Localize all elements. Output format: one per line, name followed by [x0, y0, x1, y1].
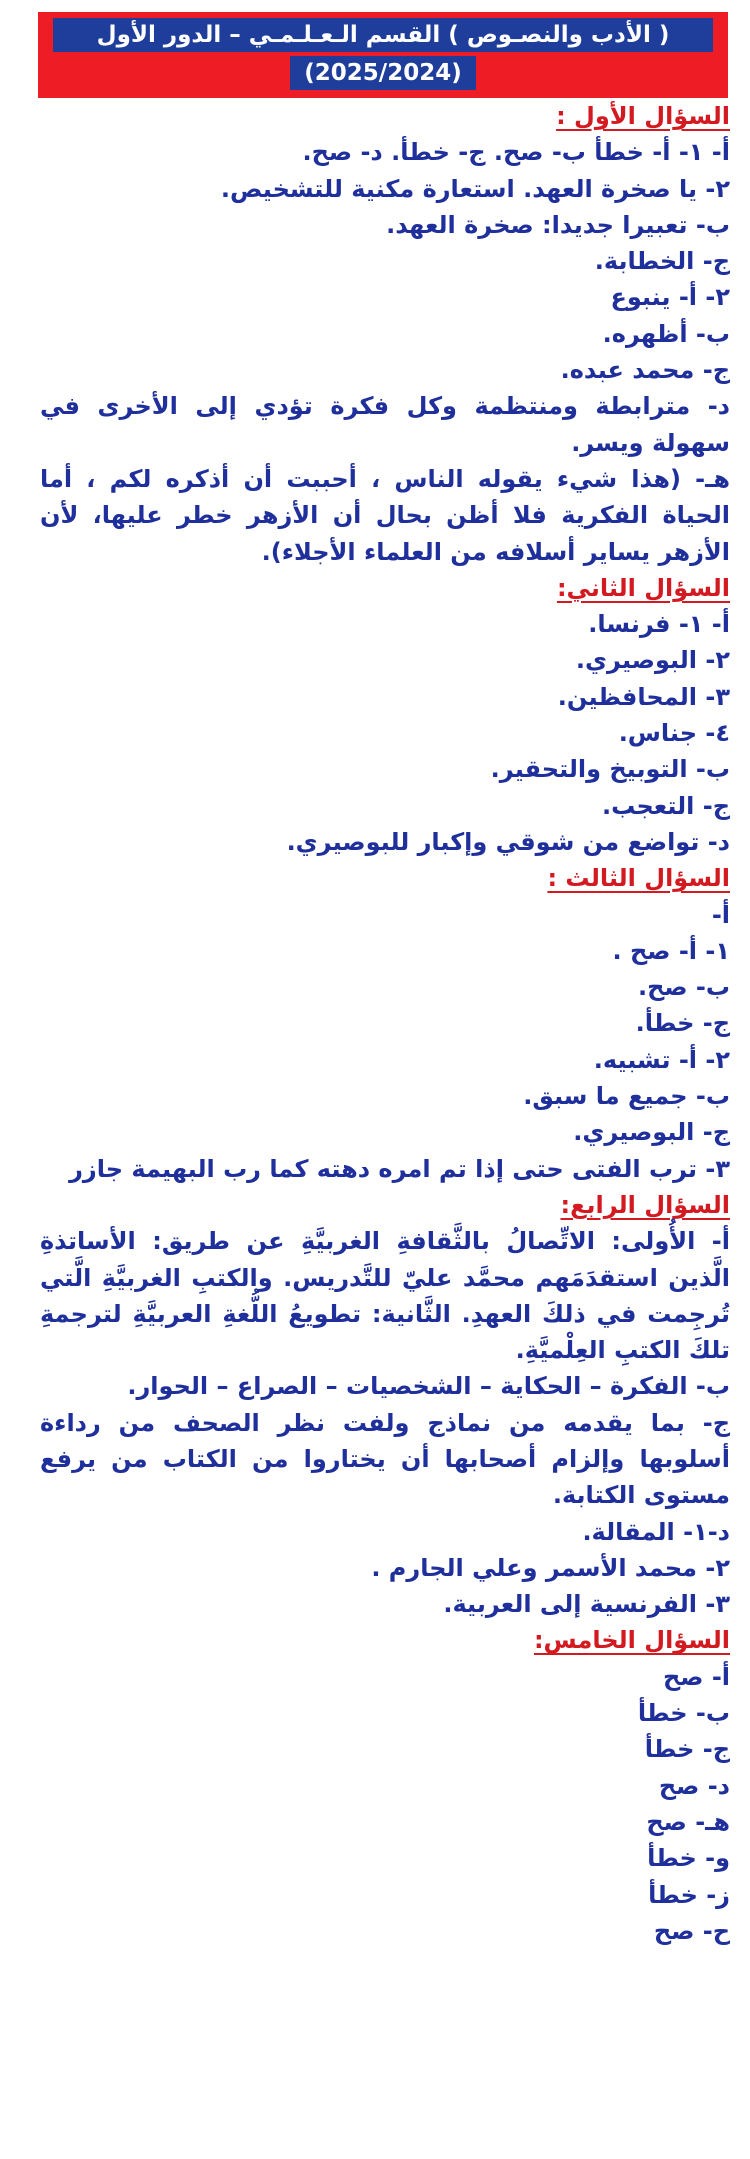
answer-line: و- خطأ: [647, 1844, 730, 1873]
academic-year: (2025/2024): [290, 56, 475, 90]
section-q2: [40, 570, 730, 860]
answer-line: أ- ١- أ- خطأ ب- صح. ج- خطأ. د- صح.: [302, 138, 730, 167]
answer-line: ٣- ترب الفتى حتى إذا تم امره دهته كما رب البهيمة جازر: [69, 1154, 730, 1183]
section-heading: السؤال الثاني:: [556, 573, 730, 602]
answer-line: د- صح: [658, 1771, 730, 1800]
answer-line: ٢- البوصيري.: [575, 646, 730, 675]
answer-paragraph: د- مترابطة ومنتظمة وكل فكرة تؤدي إلى الأخرى في سهولة ويسر.: [40, 392, 730, 457]
answer-content: [40, 98, 730, 1949]
section-q5: [40, 1622, 730, 1949]
answer-line: أ-: [711, 900, 730, 929]
answer-line: ٢- يا صخرة العهد. استعارة مكنية للتشخيص.: [220, 174, 730, 203]
answer-line: ج- محمد عبده.: [560, 356, 730, 385]
answer-line: د- تواضع من شوقي وإكبار للبوصيري.: [286, 827, 730, 856]
answer-line: ١- أ- صح .: [612, 936, 730, 965]
answer-line: ح- صح: [653, 1916, 730, 1945]
answer-paragraph: هـ- (هذا شيء يقوله الناس ، أحببت أن أذكره لكم ، أما الحياة الفكرية فلا أظن بحال أن الأزهر خطر عليها، لأن الأزهر يساير أسلافه من العلماء الأجلاء).: [40, 464, 730, 566]
section-q1: [40, 98, 730, 570]
section-heading: السؤال الثالث :: [547, 864, 730, 893]
answer-line: هـ- صح: [646, 1807, 730, 1836]
answer-line: ب- صح.: [637, 973, 730, 1002]
section-q3: [40, 860, 730, 1187]
answer-line: ٣- المحافظين.: [557, 682, 730, 711]
section-heading: السؤال الخامس:: [533, 1626, 730, 1655]
year-row: [38, 56, 728, 90]
section-heading: السؤال الأول :: [556, 102, 730, 130]
answer-line: ز- خطأ: [648, 1880, 730, 1909]
answer-line: د-١- المقالة.: [582, 1517, 730, 1546]
answer-line: ج- البوصيري.: [573, 1118, 730, 1147]
answer-line: ٢- أ- تشبيه.: [593, 1045, 730, 1074]
answer-line: ب- تعبيرا جديدا: صخرة العهد.: [386, 210, 730, 239]
answer-line: ٢- أ- ينبوع: [610, 283, 730, 312]
answer-line: ب- التوبيخ والتحقير.: [490, 755, 730, 784]
answer-line: ج- الخطابة.: [594, 247, 730, 276]
section-heading: السؤال الرابع:: [560, 1190, 730, 1219]
answer-line: ٢- محمد الأسمر وعلي الجارم .: [371, 1553, 730, 1582]
answer-line: ٣- الفرنسية إلى العربية.: [443, 1590, 730, 1619]
answer-line: ب- الفكرة – الحكاية – الشخصيات – الصراع – الحوار.: [127, 1372, 730, 1401]
answer-line: ب- خطأ: [637, 1699, 730, 1728]
document-title: ( الأدب والنصـوص ) القسم الـعـلـمـي – الدور الأول: [53, 18, 713, 52]
answer-paragraph: ج- بما يقدمه من نماذج ولفت نظر الصحف من رداءة أسلوبها وإلزام أصحابها أن يختاروا من الكتاب من يرفع مستوى الكتابة.: [40, 1408, 730, 1510]
answer-line: ج- التعجب.: [601, 791, 730, 820]
answer-line: ج- خطأ.: [635, 1009, 730, 1038]
answer-line: ج- خطأ: [644, 1735, 730, 1764]
answer-line: ٤- جناس.: [618, 719, 730, 748]
answer-paragraph: أ- الأُولى: الاتِّصالُ بالثَّقافةِ الغربيَّةِ عن طريق: الأساتذةِ الَّذين استقدَمَهم محمَّد عليّ للتَّدريس. والكتبِ الغربيَّةِ الَّتي تُرجِمت في ذلكَ العهدِ. الثَّانية: تطويعُ اللُّغةِ العربيَّةِ لترجمةِ تلكَ الكتبِ العِلْميَّةِ.: [40, 1227, 730, 1365]
answer-line: ب- جميع ما سبق.: [523, 1082, 730, 1111]
answer-line: أ- صح: [662, 1662, 730, 1691]
section-q4: [40, 1187, 730, 1623]
header-banner: [38, 12, 728, 98]
answer-line: أ- ١- فرنسا.: [588, 610, 730, 639]
answer-line: ب- أظهره.: [602, 319, 730, 348]
